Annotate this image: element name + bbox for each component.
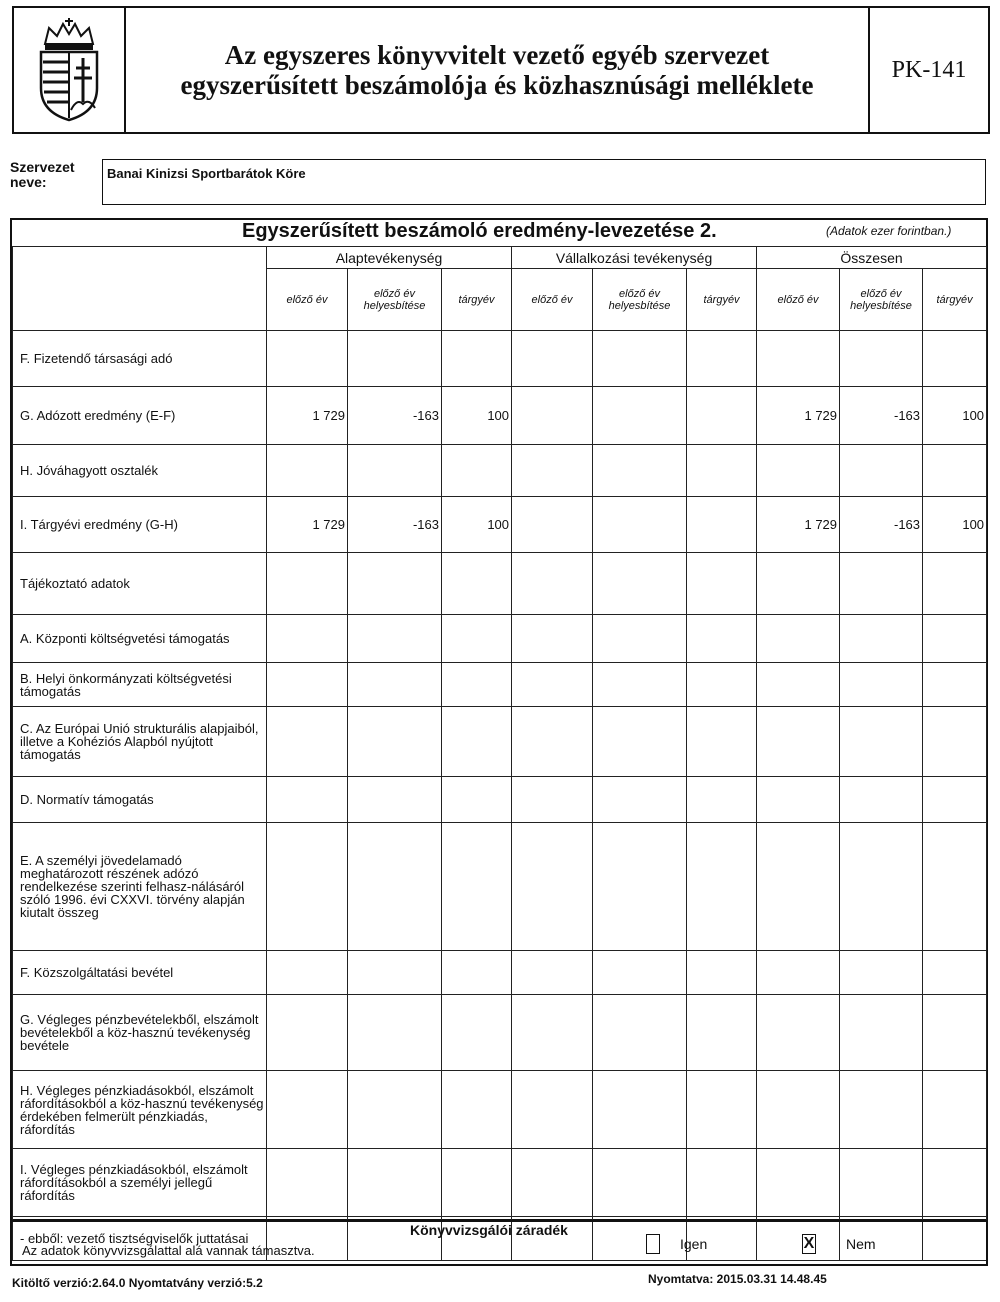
value-cell[interactable] — [593, 1149, 687, 1217]
value-cell[interactable] — [442, 663, 512, 707]
value-cell[interactable] — [923, 663, 987, 707]
subcol-header: előző év — [267, 269, 348, 331]
subcol-header: tárgyév — [923, 269, 987, 331]
value-cell[interactable] — [593, 823, 687, 951]
value-cell[interactable]: 1 729 — [267, 387, 348, 445]
value-cell[interactable] — [840, 823, 923, 951]
value-cell[interactable] — [923, 707, 987, 777]
value-cell[interactable] — [512, 777, 593, 823]
subcol-header: előző év — [512, 269, 593, 331]
table-row — [13, 1149, 987, 1217]
value-cell[interactable] — [687, 663, 757, 707]
value-cell[interactable] — [593, 615, 687, 663]
value-cell[interactable] — [267, 777, 348, 823]
value-cell[interactable] — [593, 663, 687, 707]
value-cell[interactable] — [512, 1149, 593, 1217]
row-label: G. Adózott eredmény (E-F) — [13, 387, 267, 445]
audit-question: Az adatok könyvvizsgálattal alá vannak támasztva. — [22, 1243, 315, 1258]
value-cell[interactable] — [348, 1149, 442, 1217]
value-cell[interactable] — [593, 707, 687, 777]
value-cell[interactable] — [687, 497, 757, 553]
organization-label — [10, 160, 75, 190]
audit-yes-label: Igen — [680, 1236, 708, 1252]
table-row — [13, 615, 987, 663]
row-label: C. Az Európai Unió strukturális alapjaiból, illetve a Kohéziós Alapból nyújtott támogatás — [13, 707, 267, 777]
value-cell[interactable] — [267, 445, 348, 497]
value-cell[interactable] — [442, 777, 512, 823]
value-cell[interactable] — [757, 663, 840, 707]
value-cell[interactable] — [267, 553, 348, 615]
organization-label-line2: neve: — [10, 174, 47, 190]
value-cell[interactable] — [687, 823, 757, 951]
value-cell[interactable] — [840, 445, 923, 497]
value-cell[interactable]: 1 729 — [757, 497, 840, 553]
value-cell[interactable]: -163 — [348, 387, 442, 445]
row-label: Tájékoztató adatok — [13, 553, 267, 615]
value-cell[interactable] — [757, 1071, 840, 1149]
value-cell[interactable] — [348, 1071, 442, 1149]
value-cell[interactable] — [840, 777, 923, 823]
row-label: F. Közszolgáltatási bevétel — [13, 951, 267, 995]
value-cell[interactable] — [593, 777, 687, 823]
value-cell[interactable] — [267, 663, 348, 707]
value-cell[interactable] — [687, 553, 757, 615]
value-cell[interactable] — [512, 663, 593, 707]
value-cell[interactable] — [923, 823, 987, 951]
audit-no-label: Nem — [846, 1236, 876, 1252]
value-cell[interactable] — [348, 553, 442, 615]
value-cell[interactable] — [348, 331, 442, 387]
table-row — [13, 663, 987, 707]
value-cell[interactable] — [267, 615, 348, 663]
value-cell[interactable] — [687, 951, 757, 995]
value-cell[interactable] — [593, 445, 687, 497]
print-timestamp: Nyomtatva: 2015.03.31 14.48.45 — [648, 1272, 827, 1286]
table-row — [13, 1071, 987, 1149]
value-cell[interactable] — [512, 823, 593, 951]
table-row — [13, 497, 987, 553]
units-note: (Adatok ezer forintban.) — [826, 224, 952, 238]
value-cell[interactable] — [267, 331, 348, 387]
value-cell[interactable] — [757, 951, 840, 995]
value-cell[interactable] — [840, 707, 923, 777]
value-cell[interactable] — [348, 615, 442, 663]
subcol-header: előző év helyesbítése — [593, 269, 687, 331]
value-cell[interactable] — [923, 995, 987, 1071]
form-title — [126, 8, 868, 132]
table-row — [13, 951, 987, 995]
row-label: E. A személyi jövedelamadó meghatározott részének adózó rendelkezése szerinti felhasz-nálásáról szóló 1996. évi CXXVI. törvény alapján kiutalt összeg — [13, 823, 267, 951]
row-label: F. Fizetendő társasági adó — [13, 331, 267, 387]
value-cell[interactable] — [442, 1071, 512, 1149]
value-cell[interactable] — [840, 1149, 923, 1217]
table-row — [13, 553, 987, 615]
value-cell[interactable] — [348, 707, 442, 777]
value-cell[interactable] — [687, 995, 757, 1071]
form-title-line2: egyszerűsített beszámolója és közhasznúsági melléklete — [180, 70, 814, 100]
value-cell[interactable] — [512, 553, 593, 615]
value-cell[interactable] — [593, 1071, 687, 1149]
value-cell[interactable] — [923, 331, 987, 387]
table-row — [13, 445, 987, 497]
value-cell[interactable] — [757, 995, 840, 1071]
row-label: H. Végleges pénzkiadásokból, elszámolt ráfordításokból a köz-hasznú tevékenység érdekében felmerült pénzkiadás, ráfordítás — [13, 1071, 267, 1149]
value-cell[interactable] — [757, 777, 840, 823]
table-row — [13, 707, 987, 777]
value-cell[interactable] — [840, 951, 923, 995]
crest-cell — [14, 8, 126, 132]
value-cell[interactable] — [840, 331, 923, 387]
value-cell[interactable] — [840, 615, 923, 663]
row-label: H. Jóváhagyott osztalék — [13, 445, 267, 497]
row-label: A. Központi költségvetési támogatás — [13, 615, 267, 663]
value-cell[interactable] — [348, 951, 442, 995]
value-cell[interactable] — [348, 445, 442, 497]
value-cell[interactable] — [593, 553, 687, 615]
row-label: G. Végleges pénzbevételekből, elszámolt bevételekből a köz-hasznú tevékenység bevétele — [13, 995, 267, 1071]
row-label-header — [13, 247, 267, 331]
value-cell[interactable] — [442, 553, 512, 615]
value-cell[interactable] — [687, 777, 757, 823]
section-title: Egyszerűsített beszámoló eredmény-levezetése 2. — [242, 220, 717, 242]
value-cell[interactable] — [923, 445, 987, 497]
value-cell[interactable] — [687, 615, 757, 663]
form-title-line1: Az egyszeres könyvvitelt vezető egyéb szervezet — [224, 40, 770, 70]
value-cell[interactable]: -163 — [840, 497, 923, 553]
subcol-header: tárgyév — [687, 269, 757, 331]
row-label: B. Helyi önkormányzati költségvetési támogatás — [13, 663, 267, 707]
value-cell[interactable] — [442, 331, 512, 387]
value-cell[interactable] — [348, 823, 442, 951]
value-cell[interactable] — [593, 387, 687, 445]
value-cell[interactable] — [442, 951, 512, 995]
value-cell[interactable] — [512, 707, 593, 777]
row-label: I. Végleges pénzkiadásokból, elszámolt ráfordításokból a személyi jellegű ráfordítás — [13, 1149, 267, 1217]
value-cell[interactable] — [267, 995, 348, 1071]
value-cell[interactable] — [267, 951, 348, 995]
value-cell[interactable]: -163 — [348, 497, 442, 553]
table-row — [13, 777, 987, 823]
value-cell[interactable] — [923, 777, 987, 823]
value-cell[interactable] — [512, 387, 593, 445]
value-cell[interactable]: 100 — [442, 387, 512, 445]
value-cell[interactable] — [757, 823, 840, 951]
value-cell[interactable]: 1 729 — [267, 497, 348, 553]
row-label: I. Tárgyévi eredmény (G-H) — [13, 497, 267, 553]
subcol-header: előző év helyesbítése — [348, 269, 442, 331]
subcol-header: tárgyév — [442, 269, 512, 331]
value-cell[interactable] — [757, 615, 840, 663]
audit-title: Könyvvizsgálói záradék — [410, 1222, 568, 1238]
value-cell[interactable] — [512, 995, 593, 1071]
value-cell[interactable] — [348, 777, 442, 823]
table-row — [13, 387, 987, 445]
value-cell[interactable] — [923, 553, 987, 615]
value-cell[interactable] — [267, 1149, 348, 1217]
value-cell[interactable] — [923, 1149, 987, 1217]
subcol-header: előző év helyesbítése — [840, 269, 923, 331]
value-cell[interactable] — [512, 951, 593, 995]
value-cell[interactable] — [267, 1071, 348, 1149]
form-header — [12, 6, 990, 134]
value-cell[interactable] — [840, 1071, 923, 1149]
income-statement-table — [12, 246, 987, 1261]
value-cell[interactable] — [757, 553, 840, 615]
value-cell[interactable] — [512, 1071, 593, 1149]
hungarian-coat-of-arms-icon — [31, 18, 107, 122]
group-header-total: Összesen — [757, 247, 987, 269]
audit-no-checkbox[interactable] — [802, 1234, 816, 1254]
value-cell[interactable]: -163 — [840, 387, 923, 445]
value-cell[interactable] — [267, 707, 348, 777]
value-cell[interactable] — [757, 707, 840, 777]
organization-name-field[interactable]: Banai Kinizsi Sportbarátok Köre — [102, 159, 986, 205]
value-cell[interactable] — [512, 445, 593, 497]
value-cell[interactable] — [687, 387, 757, 445]
value-cell[interactable] — [687, 707, 757, 777]
value-cell[interactable] — [442, 445, 512, 497]
value-cell[interactable]: 100 — [923, 387, 987, 445]
value-cell[interactable] — [757, 445, 840, 497]
group-header-basic: Alaptevékenység — [267, 247, 512, 269]
table-row — [13, 995, 987, 1071]
value-cell[interactable] — [442, 1149, 512, 1217]
group-header-business: Vállalkozási tevékenység — [512, 247, 757, 269]
value-cell[interactable] — [442, 995, 512, 1071]
value-cell[interactable] — [840, 553, 923, 615]
value-cell[interactable] — [593, 497, 687, 553]
value-cell[interactable] — [512, 497, 593, 553]
audit-no-checkmark: X — [803, 1235, 815, 1252]
value-cell[interactable] — [512, 615, 593, 663]
value-cell[interactable] — [442, 707, 512, 777]
value-cell[interactable] — [348, 663, 442, 707]
value-cell[interactable] — [923, 951, 987, 995]
value-cell[interactable]: 100 — [923, 497, 987, 553]
value-cell[interactable] — [687, 331, 757, 387]
value-cell[interactable] — [687, 1071, 757, 1149]
value-cell[interactable] — [687, 445, 757, 497]
value-cell[interactable] — [512, 331, 593, 387]
value-cell[interactable] — [593, 331, 687, 387]
value-cell[interactable]: 1 729 — [757, 387, 840, 445]
value-cell[interactable] — [442, 615, 512, 663]
value-cell[interactable]: 100 — [442, 497, 512, 553]
value-cell[interactable] — [757, 1149, 840, 1217]
value-cell[interactable] — [348, 995, 442, 1071]
value-cell[interactable] — [593, 995, 687, 1071]
row-label: - ebből: vezető tisztségviselők juttatásai — [13, 1217, 267, 1261]
organization-label-line1: Szervezet — [10, 159, 75, 175]
value-cell[interactable] — [757, 331, 840, 387]
value-cell[interactable] — [840, 995, 923, 1071]
table-row — [13, 823, 987, 951]
value-cell[interactable] — [840, 663, 923, 707]
value-cell[interactable] — [267, 823, 348, 951]
audit-yes-checkbox[interactable] — [646, 1234, 660, 1254]
subcol-header: előző év — [757, 269, 840, 331]
version-info: Kitöltő verzió:2.64.0 Nyomtatvány verzió:5.2 — [12, 1276, 263, 1290]
value-cell[interactable] — [923, 1071, 987, 1149]
form-code: PK-141 — [868, 8, 988, 132]
table-row — [13, 331, 987, 387]
value-cell[interactable] — [923, 615, 987, 663]
value-cell[interactable] — [442, 823, 512, 951]
row-label: D. Normatív támogatás — [13, 777, 267, 823]
value-cell[interactable] — [593, 951, 687, 995]
value-cell[interactable] — [687, 1149, 757, 1217]
